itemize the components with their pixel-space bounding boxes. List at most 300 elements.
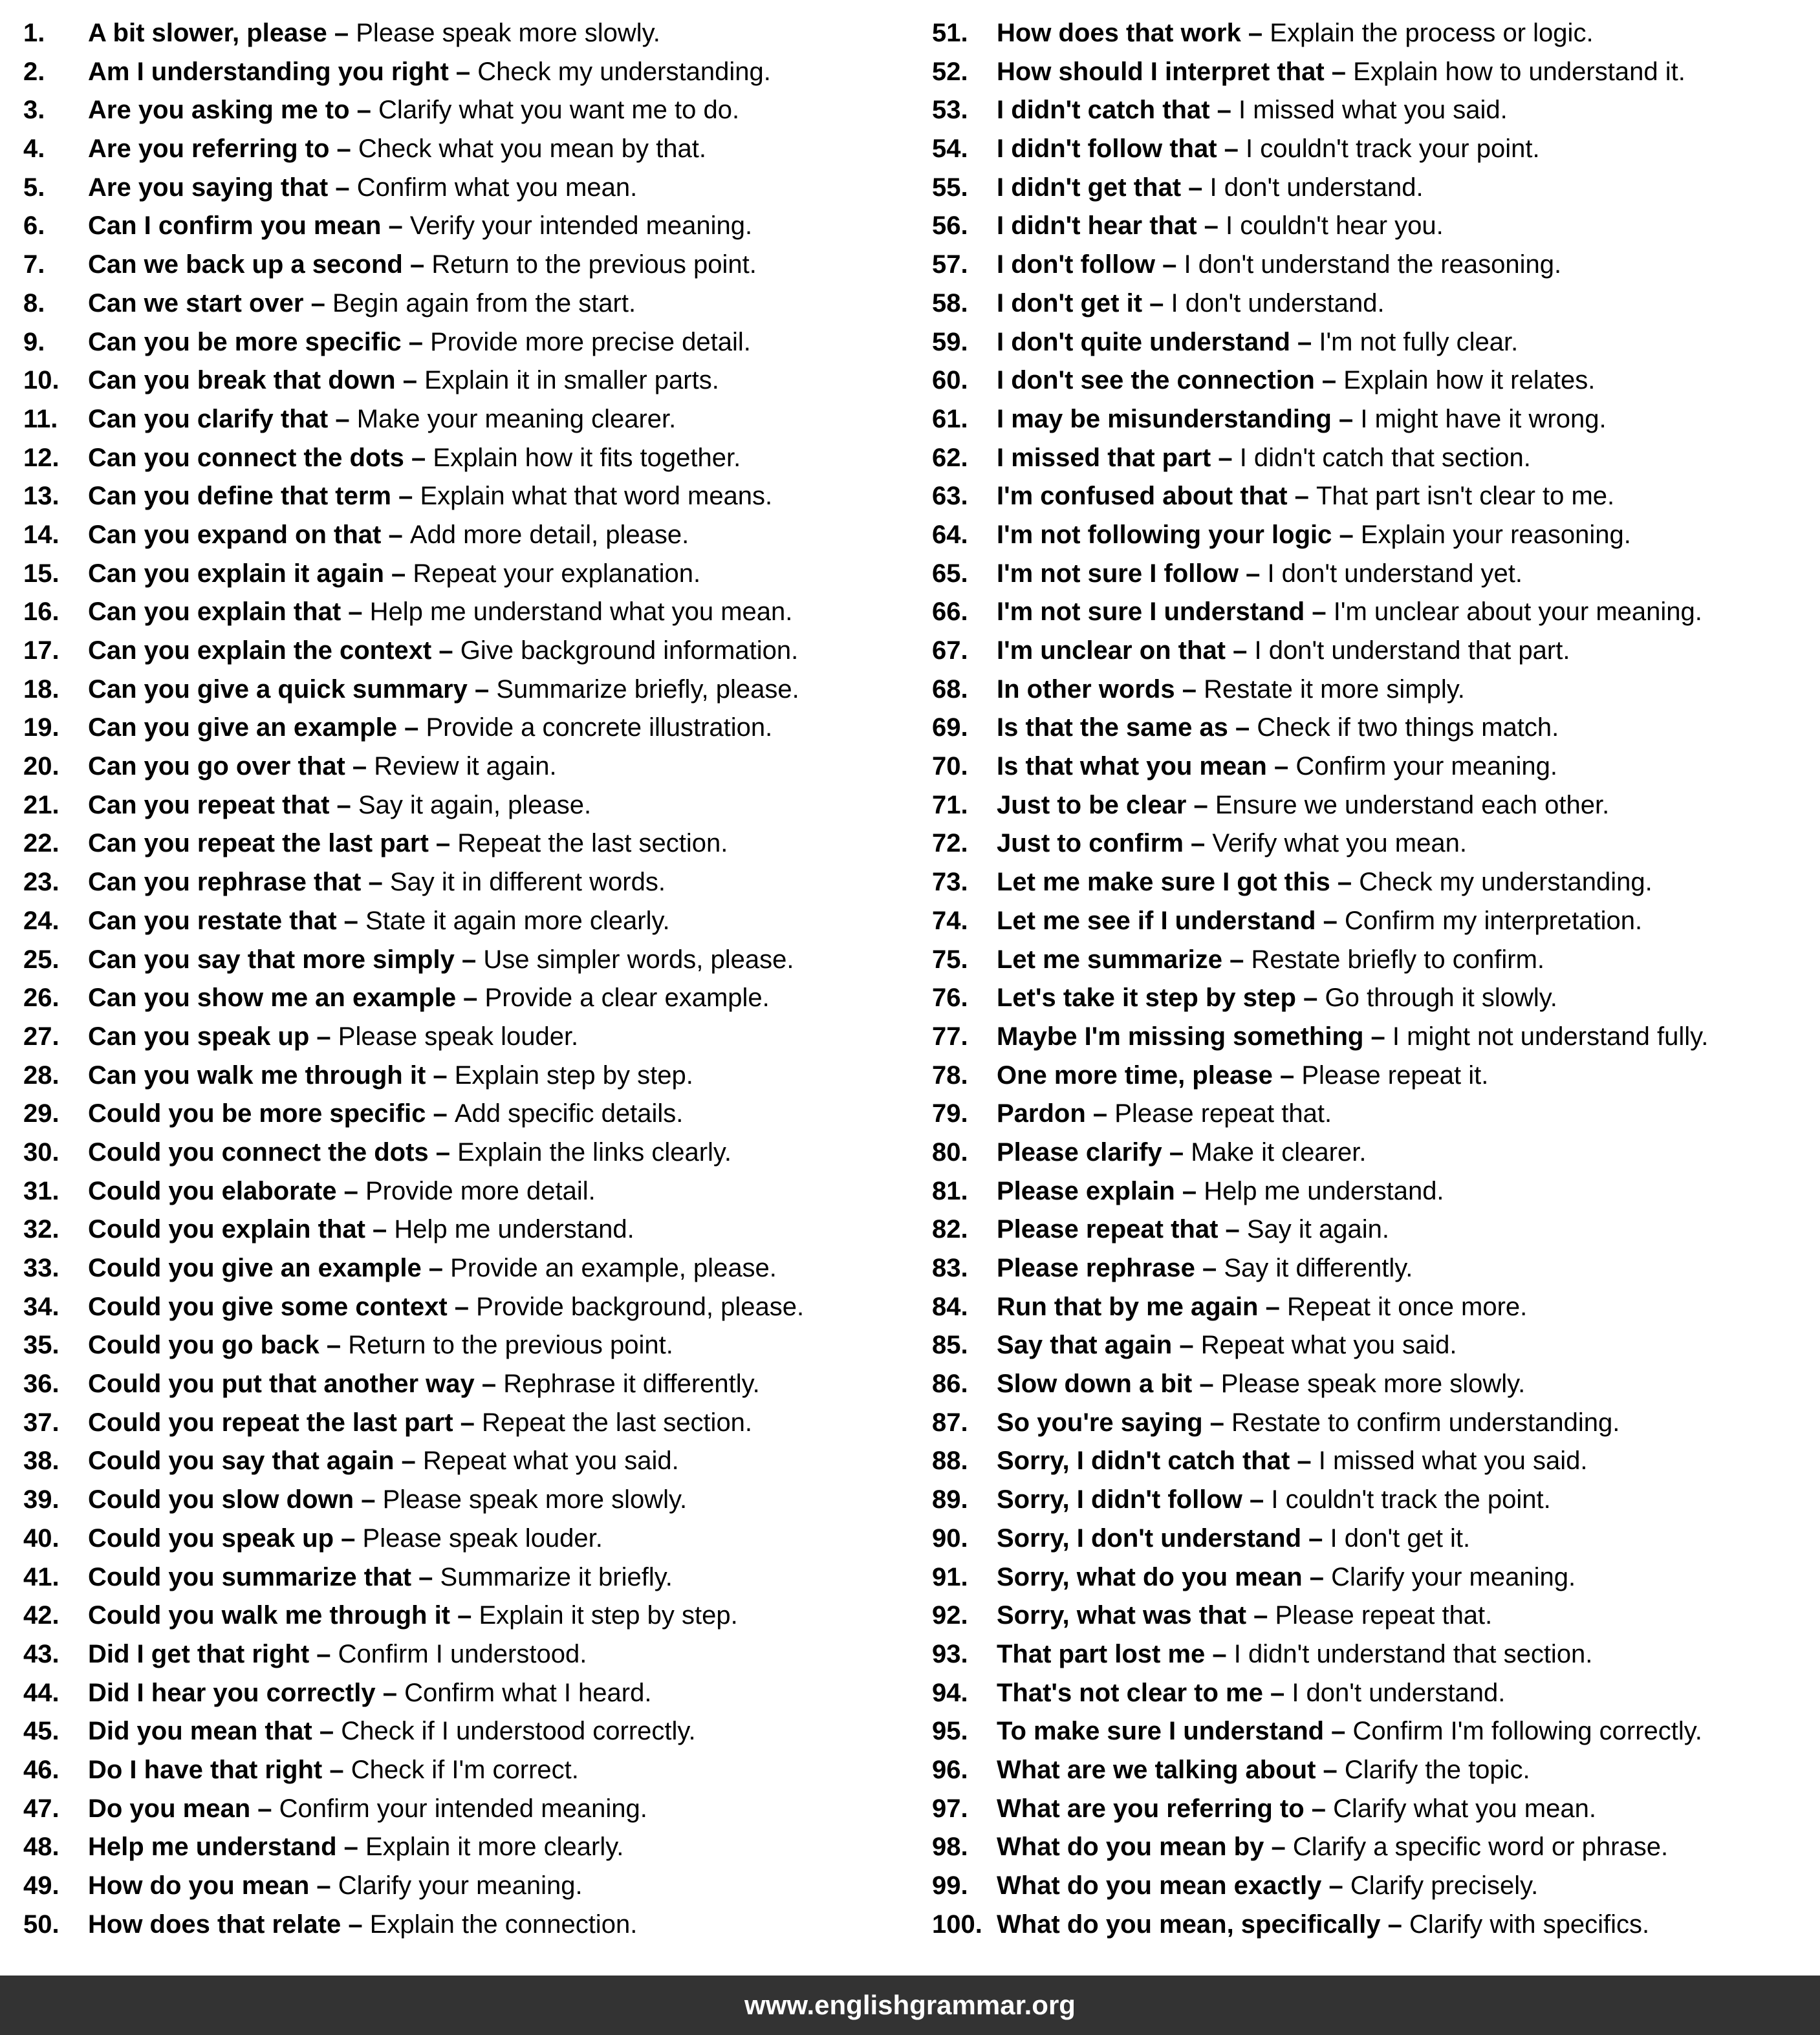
item-phrase: Sorry, what do you mean [997, 1562, 1303, 1591]
item-phrase: How should I interpret that [997, 57, 1325, 86]
item-separator: – [384, 559, 413, 588]
item-separator: – [426, 1061, 455, 1090]
item-separator: – [1197, 211, 1226, 241]
item-number: 92. [932, 1601, 968, 1630]
item-text [88, 400, 916, 439]
list-item [932, 1095, 1820, 1134]
item-separator: – [1142, 288, 1171, 318]
item-number: 33. [23, 1254, 60, 1282]
item-text [997, 1057, 1820, 1095]
item-phrase: I'm unclear on that [997, 636, 1226, 665]
item-text [997, 207, 1820, 246]
item-meaning: Provide more detail. [365, 1176, 596, 1205]
list-item [932, 632, 1820, 671]
item-phrase: Could you elaborate [88, 1176, 337, 1205]
item-number: 86. [932, 1370, 968, 1399]
item-separator: – [1296, 984, 1325, 1013]
list-item [23, 1095, 916, 1134]
item-separator: – [456, 984, 485, 1013]
item-phrase: What do you mean exactly [997, 1871, 1322, 1900]
item-phrase: Do I have that right [88, 1755, 323, 1784]
item-meaning: Explain how to understand it. [1353, 57, 1685, 86]
item-number: 87. [932, 1408, 968, 1437]
item-separator: – [309, 1871, 338, 1900]
list-item [23, 130, 916, 169]
item-meaning: Begin again from the start. [332, 288, 636, 318]
item-separator: – [381, 520, 410, 549]
item-separator: – [1290, 327, 1319, 356]
item-meaning: Please repeat that. [1275, 1601, 1493, 1630]
item-meaning: Return to the previous point. [348, 1331, 673, 1360]
list-item [932, 1018, 1820, 1057]
item-text [88, 1404, 916, 1443]
item-separator: – [319, 1331, 349, 1360]
item-number: 4. [23, 135, 45, 164]
item-meaning: Verify what you mean. [1212, 829, 1467, 858]
item-phrase: Did you mean that [88, 1717, 312, 1746]
footer-site-text: www.englishgrammar.org [744, 1990, 1076, 2020]
list-item [932, 902, 1820, 941]
item-separator: – [1264, 1833, 1293, 1862]
item-meaning: Confirm what you mean. [356, 173, 638, 202]
item-meaning: Confirm I'm following correctly. [1352, 1717, 1702, 1746]
item-separator: – [1305, 598, 1334, 627]
item-separator: – [450, 1601, 479, 1630]
list-item [932, 14, 1820, 53]
item-separator: – [1246, 1601, 1275, 1630]
item-meaning: Confirm I understood. [338, 1639, 587, 1668]
item-phrase: Run that by me again [997, 1292, 1259, 1321]
list-item [932, 786, 1820, 825]
item-meaning: Explain it step by step. [479, 1601, 738, 1630]
item-text [997, 1828, 1820, 1867]
item-separator: – [328, 173, 357, 202]
item-text [997, 477, 1820, 516]
item-text [88, 1635, 916, 1674]
item-separator: – [1238, 559, 1268, 588]
item-text [997, 632, 1820, 671]
item-phrase: Can you be more specific [88, 327, 402, 356]
list-item [932, 593, 1820, 632]
item-number: 13. [23, 482, 60, 511]
item-phrase: One more time, please [997, 1061, 1273, 1090]
item-number: 1. [23, 19, 45, 47]
list-item [932, 1674, 1820, 1713]
item-text [88, 207, 916, 246]
list-item [23, 516, 916, 555]
item-phrase: Could you slow down [88, 1485, 354, 1514]
item-text [88, 1095, 916, 1134]
item-number: 38. [23, 1447, 60, 1476]
item-meaning: Clarify a specific word or phrase. [1292, 1833, 1669, 1862]
item-number: 32. [23, 1215, 60, 1244]
list-item [932, 1172, 1820, 1211]
item-separator: – [474, 1370, 504, 1399]
item-number: 20. [23, 752, 60, 781]
list-item [932, 1057, 1820, 1095]
item-separator: – [428, 1137, 458, 1167]
item-number: 11. [23, 404, 58, 433]
item-text [88, 1597, 916, 1635]
item-separator: – [1287, 482, 1316, 511]
item-phrase: Sorry, I didn't follow [997, 1485, 1242, 1514]
item-text [88, 169, 916, 208]
item-meaning: Please speak more slowly. [356, 19, 660, 47]
item-separator: – [1175, 674, 1204, 704]
item-number: 95. [932, 1717, 968, 1746]
item-separator: – [1380, 1910, 1409, 1939]
item-text [997, 1326, 1820, 1365]
list-item [932, 1867, 1820, 1906]
item-separator: – [375, 1678, 405, 1707]
item-number: 55. [932, 173, 968, 202]
item-meaning: I missed what you said. [1239, 96, 1508, 125]
list-item [932, 1249, 1820, 1288]
item-separator: – [329, 790, 358, 819]
list-item [23, 285, 916, 323]
list-item [23, 1288, 916, 1327]
item-number: 3. [23, 96, 45, 125]
list-item [932, 323, 1820, 362]
list-item [932, 361, 1820, 400]
column-left [23, 14, 916, 1944]
item-separator: – [329, 135, 358, 164]
item-separator: – [1226, 636, 1255, 665]
item-meaning: Summarize it briefly. [440, 1562, 673, 1591]
item-text [997, 169, 1820, 208]
list-item [932, 53, 1820, 92]
item-meaning: Provide an example, please. [450, 1254, 777, 1282]
item-meaning: I don't understand the reasoning. [1184, 250, 1562, 279]
item-text [997, 1867, 1820, 1906]
item-phrase: I'm not sure I understand [997, 598, 1305, 627]
item-separator: – [1175, 1176, 1204, 1205]
item-meaning: Help me understand. [1204, 1176, 1444, 1205]
item-text [997, 400, 1820, 439]
item-text [997, 1481, 1820, 1520]
list-item [932, 91, 1820, 130]
item-separator: – [341, 1910, 370, 1939]
item-meaning: Explain the process or logic. [1270, 19, 1594, 47]
list-item [932, 709, 1820, 748]
list-item [23, 671, 916, 709]
item-separator: – [1183, 829, 1213, 858]
item-number: 39. [23, 1485, 60, 1514]
list-item [932, 130, 1820, 169]
item-text [997, 1211, 1820, 1249]
item-phrase: Just to confirm [997, 829, 1184, 858]
item-meaning: Explain the links clearly. [457, 1137, 732, 1167]
item-separator: – [447, 1292, 477, 1321]
item-text [88, 863, 916, 902]
list-item [23, 1404, 916, 1443]
item-number: 2. [23, 57, 45, 86]
item-meaning: I don't understand that part. [1254, 636, 1570, 665]
item-meaning: Summarize briefly, please. [496, 674, 799, 704]
item-meaning: I couldn't track the point. [1271, 1485, 1551, 1514]
item-text [997, 130, 1820, 169]
item-meaning: Repeat what you said. [1200, 1331, 1457, 1360]
item-text [88, 1712, 916, 1751]
item-meaning: Help me understand. [394, 1215, 634, 1244]
item-meaning: Clarify the topic. [1344, 1755, 1530, 1784]
item-phrase: Can you give an example [88, 713, 397, 742]
item-phrase: Can you explain it again [88, 559, 384, 588]
item-phrase: That part lost me [997, 1639, 1206, 1668]
item-text [997, 53, 1820, 92]
item-phrase: I don't quite understand [997, 327, 1290, 356]
item-separator: – [396, 713, 426, 742]
item-number: 19. [23, 713, 60, 742]
item-phrase: Can you give a quick summary [88, 674, 468, 704]
item-meaning: Add specific details. [454, 1099, 684, 1128]
item-number: 69. [932, 713, 968, 742]
item-meaning: Ensure we understand each other. [1215, 790, 1610, 819]
item-phrase: How do you mean [88, 1871, 310, 1900]
item-phrase: Let me make sure I got this [997, 868, 1330, 897]
list-item [23, 555, 916, 594]
item-phrase: Let me see if I understand [997, 906, 1316, 935]
item-meaning: Explain it in smaller parts. [424, 366, 719, 395]
item-meaning: Return to the previous point. [431, 250, 757, 279]
item-phrase: I didn't hear that [997, 211, 1197, 241]
item-number: 93. [932, 1639, 968, 1668]
item-phrase: Can you break that down [88, 366, 396, 395]
footer-bar [0, 1976, 1820, 2035]
item-phrase: I don't follow [997, 250, 1155, 279]
item-number: 70. [932, 752, 968, 781]
list-item [932, 439, 1820, 478]
item-phrase: Can you connect the dots [88, 443, 404, 472]
item-separator: – [1240, 19, 1270, 47]
item-number: 14. [23, 520, 60, 549]
item-phrase: Can you clarify that [88, 404, 329, 433]
item-phrase: Sorry, I didn't catch that [997, 1447, 1290, 1476]
item-phrase: Help me understand [88, 1833, 337, 1862]
item-number: 44. [23, 1678, 60, 1707]
item-text [997, 1790, 1820, 1829]
item-number: 16. [23, 598, 60, 627]
list-item [23, 1365, 916, 1404]
item-text [997, 1404, 1820, 1443]
item-separator: – [1304, 1794, 1334, 1823]
item-number: 100. [932, 1910, 982, 1939]
item-meaning: Help me understand what you mean. [369, 598, 793, 627]
item-number: 63. [932, 482, 968, 511]
item-phrase: Is that the same as [997, 713, 1228, 742]
item-number: 90. [932, 1524, 968, 1553]
item-meaning: Say it again, please. [358, 790, 592, 819]
list-item [23, 14, 916, 53]
item-phrase: What are you referring to [997, 1794, 1305, 1823]
item-meaning: Provide background, please. [476, 1292, 805, 1321]
item-phrase: Could you go back [88, 1331, 320, 1360]
item-phrase: Please explain [997, 1176, 1175, 1205]
item-number: 7. [23, 250, 45, 279]
item-text [88, 477, 916, 516]
item-meaning: I didn't catch that section. [1239, 443, 1531, 472]
item-separator: – [336, 1176, 365, 1205]
item-separator: – [402, 250, 432, 279]
item-number: 35. [23, 1331, 60, 1360]
list-item [23, 169, 916, 208]
list-item [23, 1326, 916, 1365]
item-number: 64. [932, 520, 968, 549]
item-phrase: Can you expand on that [88, 520, 382, 549]
item-meaning: State it again more clearly. [365, 906, 670, 935]
item-text [88, 1134, 916, 1172]
item-meaning: Confirm your intended meaning. [279, 1794, 647, 1823]
item-separator: – [394, 1447, 423, 1476]
item-meaning: Repeat the last section. [457, 829, 728, 858]
item-text [997, 285, 1820, 323]
item-text [88, 709, 916, 748]
item-number: 46. [23, 1755, 60, 1784]
item-phrase: Pardon [997, 1099, 1086, 1128]
item-separator: – [453, 1408, 482, 1437]
item-phrase: Could you speak up [88, 1524, 334, 1553]
item-phrase: Did I hear you correctly [88, 1678, 376, 1707]
item-phrase: Could you walk me through it [88, 1601, 450, 1630]
item-number: 83. [932, 1254, 968, 1282]
item-phrase: Let's take it step by step [997, 984, 1296, 1013]
item-text [997, 709, 1820, 748]
list-item [23, 1211, 916, 1249]
item-text [997, 516, 1820, 555]
item-meaning: Please repeat that. [1114, 1099, 1332, 1128]
item-phrase: Could you give an example [88, 1254, 422, 1282]
item-number: 27. [23, 1022, 60, 1051]
item-separator: – [1217, 135, 1246, 164]
list-item [23, 1867, 916, 1906]
item-separator: – [1314, 366, 1344, 395]
item-meaning: Check my understanding. [1359, 868, 1652, 897]
item-separator: – [312, 1717, 341, 1746]
item-number: 50. [23, 1910, 60, 1939]
item-meaning: Use simpler words, please. [483, 945, 794, 974]
item-phrase: What do you mean, specifically [997, 1910, 1381, 1939]
item-phrase: Am I understanding you right [88, 57, 449, 86]
item-number: 80. [932, 1137, 968, 1167]
list-item [23, 1635, 916, 1674]
item-meaning: Make your meaning clearer. [356, 404, 677, 433]
item-text [88, 1365, 916, 1404]
list-item [932, 207, 1820, 246]
item-separator: – [1222, 945, 1251, 974]
list-item [932, 1365, 1820, 1404]
item-meaning: Restate to confirm understanding. [1231, 1408, 1620, 1437]
list-item [23, 1751, 916, 1790]
item-number: 89. [932, 1485, 968, 1514]
item-phrase: Are you referring to [88, 135, 330, 164]
item-phrase: I'm confused about that [997, 482, 1288, 511]
item-phrase: Can you explain that [88, 598, 341, 627]
item-meaning: Check my understanding. [477, 57, 771, 86]
item-separator: – [1330, 868, 1360, 897]
item-phrase: Can you restate that [88, 906, 337, 935]
item-text [88, 1172, 916, 1211]
item-separator: – [1324, 57, 1354, 86]
list-item [932, 285, 1820, 323]
item-separator: – [1301, 1524, 1330, 1553]
list-item [23, 1828, 916, 1867]
item-number: 10. [23, 366, 60, 395]
item-phrase: I missed that part [997, 443, 1211, 472]
item-number: 37. [23, 1408, 60, 1437]
item-separator: – [431, 636, 460, 665]
item-meaning: Give background information. [460, 636, 799, 665]
item-meaning: Provide more precise detail. [430, 327, 751, 356]
item-phrase: Can you show me an example [88, 984, 457, 1013]
item-meaning: Say it again. [1246, 1215, 1390, 1244]
item-number: 54. [932, 135, 968, 164]
item-phrase: Can we back up a second [88, 250, 403, 279]
item-separator: – [454, 945, 484, 974]
list-item [932, 748, 1820, 786]
item-separator: – [448, 57, 478, 86]
item-separator: – [1209, 96, 1239, 125]
item-number: 99. [932, 1871, 968, 1900]
item-number: 18. [23, 674, 60, 704]
item-number: 76. [932, 984, 968, 1013]
item-separator: – [303, 288, 332, 318]
item-text [88, 941, 916, 980]
item-meaning: Rephrase it differently. [503, 1370, 760, 1399]
item-number: 24. [23, 906, 60, 935]
item-text [88, 1674, 916, 1713]
item-phrase: How does that work [997, 19, 1241, 47]
item-text [997, 593, 1820, 632]
item-text [997, 1520, 1820, 1558]
list-item [23, 53, 916, 92]
item-phrase: Could you say that again [88, 1447, 395, 1476]
item-text [88, 130, 916, 169]
item-meaning: I don't understand. [1171, 288, 1385, 318]
item-text [88, 439, 916, 478]
item-meaning: I might have it wrong. [1360, 404, 1607, 433]
item-text [88, 1249, 916, 1288]
item-meaning: Explain it more clearly. [365, 1833, 624, 1862]
item-separator: – [1181, 173, 1210, 202]
item-phrase: Can I confirm you mean [88, 211, 382, 241]
item-phrase: I'm not sure I follow [997, 559, 1239, 588]
item-text [997, 902, 1820, 941]
item-text [997, 91, 1820, 130]
item-meaning: Restate briefly to confirm. [1251, 945, 1545, 974]
item-phrase: Could you repeat the last part [88, 1408, 453, 1437]
item-phrase: Can you speak up [88, 1022, 310, 1051]
item-separator: – [309, 1022, 338, 1051]
item-phrase: Can you say that more simply [88, 945, 455, 974]
item-phrase: What are we talking about [997, 1755, 1316, 1784]
item-number: 61. [932, 404, 968, 433]
item-number: 98. [932, 1833, 968, 1862]
item-phrase: Can you rephrase that [88, 868, 362, 897]
item-text [997, 439, 1820, 478]
item-phrase: Could you give some context [88, 1292, 448, 1321]
item-number: 68. [932, 674, 968, 704]
item-meaning: Provide a concrete illustration. [426, 713, 773, 742]
list-item [932, 1906, 1820, 1944]
list-item [23, 1520, 916, 1558]
list-item [23, 941, 916, 980]
item-number: 41. [23, 1562, 60, 1591]
item-separator: – [1302, 1562, 1332, 1591]
item-phrase: Do you mean [88, 1794, 251, 1823]
list-item [23, 400, 916, 439]
item-separator: – [1192, 1370, 1221, 1399]
item-number: 17. [23, 636, 60, 665]
